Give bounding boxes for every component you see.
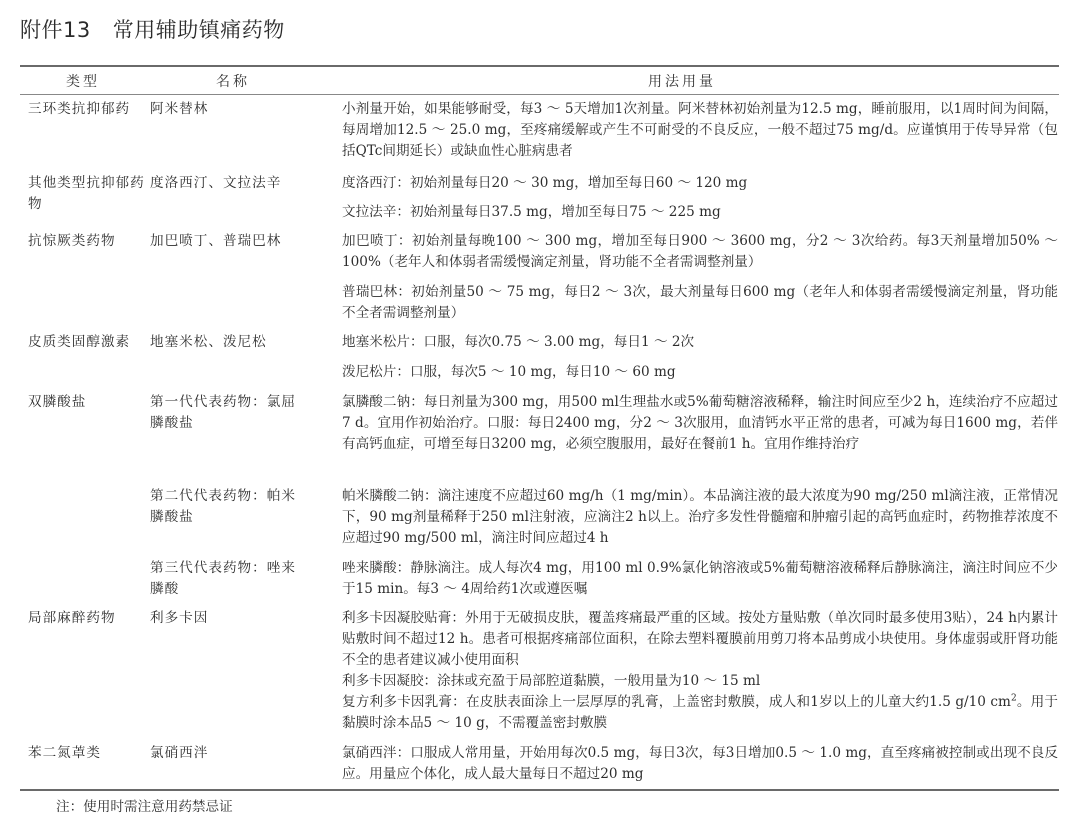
- row-usage: 泼尼松片：口服，每次5 ～ 10 mg，每日10 ～ 60 mg: [342, 364, 676, 380]
- appendix-number: 附件13: [20, 18, 91, 42]
- row-name: 利多卡因: [150, 610, 209, 626]
- row-usage: 氯硝西泮：口服成人常用量，开始用每次0.5 mg，每日3次，每3日增加0.5 ～ 1.0 mg，直至疼痛被控制或出现不良反应。用量应个体化，成人最大量每日不超过20 mg: [342, 745, 1058, 782]
- page-title: [20, 14, 285, 44]
- row-name: 第一代代表药物：氯屈膦酸盐: [150, 394, 296, 431]
- header-type: 类型: [66, 74, 100, 90]
- row-name: 地塞米松、泼尼松: [150, 334, 267, 350]
- usage-text: 复方利多卡因乳膏：在皮肤表面涂上一层厚厚的乳膏，上盖密封敷膜，成人和1岁以上的儿童大约1.5 g/10 cm: [342, 694, 1011, 710]
- header-name: 名称: [216, 74, 250, 90]
- row-name: 度洛西汀、文拉法辛: [150, 175, 282, 191]
- header-rule: [20, 94, 1059, 95]
- row-usage: 帕米膦酸二钠：滴注速度不应超过60 mg/h（1 mg/min）。本品滴注液的最大浓度为90 mg/250 ml滴注液，正常情况下，90 mg剂量稀释于250 ml注射液，应滴注2 h以上。治疗多发性骨髓瘤和肿瘤引起的高钙血症时，药物推荐浓度不应超过90 mg/500 ml，滴注时间应超过4 h: [342, 488, 1058, 546]
- row-usage: 唑来膦酸：静脉滴注。成人每次4 mg，用100 ml 0.9%氯化钠溶液或5%葡萄糖溶液稀释后静脉滴注，滴注时间应不少于15 min。每3 ～ 4周给药1次或遵医嘱: [342, 560, 1058, 597]
- row-usage: 利多卡因凝胶贴膏：外用于无破损皮肤，覆盖疼痛最严重的区域。按处方量贴敷（单次同时最多使用3贴），24 h内累计贴敷时间不超过12 h。患者可根据疼痛部位面积，在除去塑料覆膜前用剪刀将本品剪成小块使用。身体虚弱或肝肾功能不全的患者建议减小使用面积: [342, 610, 1058, 668]
- row-name: 氯硝西泮: [150, 745, 209, 761]
- row-usage: 氯膦酸二钠：每日剂量为300 mg，用500 ml生理盐水或5%葡萄糖溶液稀释，输注时间应至少2 h，连续治疗不应超过7 d。宜用作初始治疗。口服：每日2400 mg，分2 ～ 3次服用，血清钙水平正常的患者，可减为每日1600 mg，若伴有高钙血症，可增至每日3200 mg，必须空腹服用，最好在餐前1 h。宜用作维持治疗: [342, 394, 1058, 452]
- row-usage: 普瑞巴林：初始剂量50 ～ 75 mg，每日2 ～ 3次，最大剂量每日600 mg（老年人和体弱者需缓慢滴定剂量，肾功能不全者需调整剂量）: [342, 284, 1058, 321]
- row-type: 局部麻醉药物: [28, 610, 116, 626]
- footnote: 注：使用时需注意用药禁忌证: [56, 799, 233, 815]
- superscript: 2: [1010, 693, 1017, 704]
- row-type: 皮质类固醇激素: [28, 334, 131, 350]
- row-name: 第二代代表药物：帕米膦酸盐: [150, 488, 296, 525]
- usage-text: 。用于黏膜时涂本品5 ～ 10 g，不需覆盖密封敷膜: [342, 694, 1059, 731]
- header-usage: 用法用量: [648, 74, 716, 90]
- table-bottom-rule: [20, 789, 1059, 791]
- row-type: 抗惊厥类药物: [28, 233, 116, 249]
- row-usage: 利多卡因凝胶：涂抹或充盈于局部腔道黏膜，一般用量为10 ～ 15 ml: [342, 673, 761, 689]
- table-top-rule: [20, 65, 1059, 67]
- row-name: 加巴喷丁、普瑞巴林: [150, 233, 282, 249]
- title-text: 常用辅助镇痛药物: [112, 18, 285, 42]
- row-usage: 文拉法辛：初始剂量每日37.5 mg，增加至每日75 ～ 225 mg: [342, 204, 721, 220]
- row-type: 苯二氮䓬类: [28, 745, 101, 761]
- row-name: 阿米替林: [150, 101, 209, 117]
- row-usage: 度洛西汀：初始剂量每日20 ～ 30 mg，增加至每日60 ～ 120 mg: [342, 175, 748, 191]
- row-usage: 小剂量开始，如果能够耐受，每3 ～ 5天增加1次剂量。阿米替林初始剂量为12.5 mg，睡前服用，以1周时间为间隔，每周增加12.5 ～ 25.0 mg，至疼痛缓解或产生不可耐受的不良反应，一般不超过75 mg/d。应谨慎用于传导异常（包括QTc间期延长）或缺血性心脏病患者: [342, 101, 1058, 159]
- row-usage: [342, 692, 1058, 734]
- row-usage: 地塞米松片：口服，每次0.75 ～ 3.00 mg，每日1 ～ 2次: [342, 334, 695, 350]
- row-type: 三环类抗抑郁药: [28, 101, 131, 117]
- row-type: 其他类型抗抑郁药物: [28, 175, 145, 212]
- row-name: 第三代代表药物：唑来膦酸: [150, 560, 296, 597]
- row-type: 双膦酸盐: [28, 394, 87, 410]
- row-usage: 加巴喷丁：初始剂量每晚100 ～ 300 mg，增加至每日900 ～ 3600 mg，分2 ～ 3次给药。每3天剂量增加50% ～ 100%（老年人和体弱者需缓慢滴定剂量，肾功能不全者需调整剂量）: [342, 233, 1058, 270]
